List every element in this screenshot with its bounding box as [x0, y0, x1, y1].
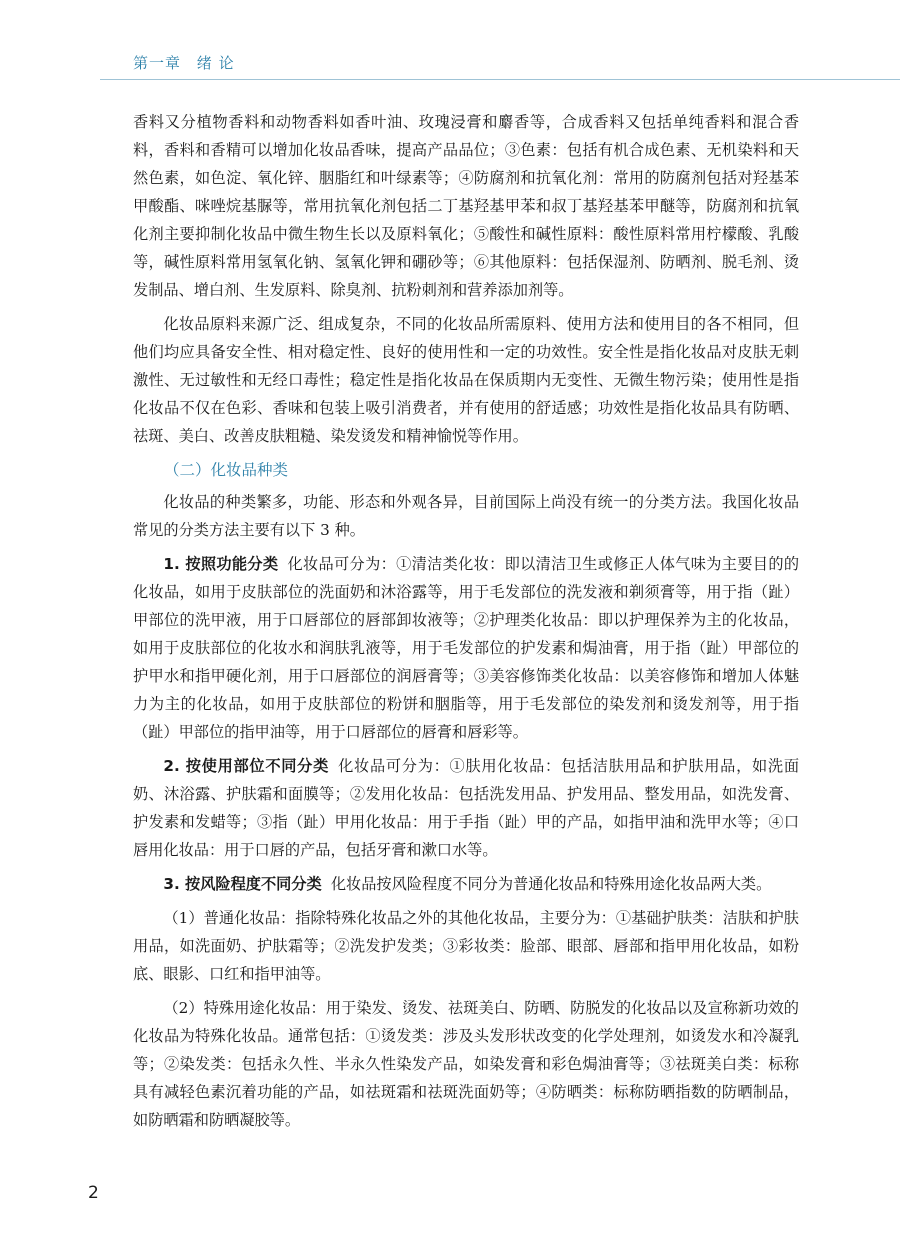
item-lead-body-part: 2. 按使用部位不同分类 [163, 757, 330, 775]
page-number: 2 [88, 1183, 99, 1203]
item-lead-risk: 3. 按风险程度不同分类 [163, 875, 322, 893]
paragraph-raw-material-properties: 化妆品原料来源广泛、组成复杂，不同的化妆品所需原料、使用方法和使用目的各不相同，但他们均应具备安全性、相对稳定性、良好的使用性和一定的功效性。安全性是指化妆品对皮肤无刺激性、无过敏性和无经口毒性；稳定性是指化妆品在保质期内无变性、无微生物污染；使用性是指化妆品不仅在色彩、香味和包装上吸引消费者，并有使用的舒适感；功效性是指化妆品具有防晒、祛斑、美白、改善皮肤粗糙、染发烫发和精神愉悦等作用。 [133, 315, 799, 445]
item-lead-function: 1. 按照功能分类 [163, 555, 279, 573]
running-head [133, 52, 245, 73]
paragraph-special-cosmetics: （2）特殊用途化妆品：用于染发、烫发、祛斑美白、防晒、防脱发的化妆品以及宣称新功效的化妆品为特殊化妆品。通常包括：①烫发类：涉及头发形状改变的化学处理剂，如烫发水和冷凝乳等；②染发类：包括永久性、半永久性染发产品，如染发膏和彩色焗油膏等；③祛斑美白类：标称具有减轻色素沉着功能的产品，如祛斑霜和祛斑洗面奶等；④防晒类：标称防晒指数的防晒制品，如防晒霜和防晒凝胶等。 [133, 999, 799, 1129]
section-heading: （二）化妆品种类 [164, 461, 289, 479]
item-text-risk: 化妆品按风险程度不同分为普通化妆品和特殊用途化妆品两大类。 [330, 875, 772, 893]
paragraph-continued: 香料又分植物香料和动物香料如香叶油、玫瑰浸膏和麝香等，合成香料又包括单纯香料和混合香料，香料和香精可以增加化妆品香味，提高产品品位；③色素：包括有机合成色素、无机染料和天然色素，如色淀、氧化锌、胭脂红和叶绿素等；④防腐剂和抗氧化剂：常用的防腐剂包括对羟基苯甲酸酯、咪唑烷基脲等，常用抗氧化剂包括二丁基羟基甲苯和叔丁基羟基苯甲醚等，防腐剂和抗氧化剂主要抑制化妆品中微生物生长以及原料氧化；⑤酸性和碱性原料：酸性原料常用柠檬酸、乳酸等，碱性原料常用氢氧化钠、氢氧化钾和硼砂等；⑥其他原料：包括保湿剂、防晒剂、脱毛剂、烫发制品、增白剂、生发原料、除臭剂、抗粉刺剂和营养添加剂等。 [133, 113, 799, 299]
page-body [133, 108, 799, 1140]
paragraph-by-body-part [133, 752, 799, 864]
chapter-label: 第一章 [133, 54, 182, 72]
paragraph-by-function [133, 550, 799, 746]
paragraph-by-risk [133, 870, 799, 898]
paragraph-classification-intro: 化妆品的种类繁多，功能、形态和外观各异，目前国际上尚没有统一的分类方法。我国化妆品常见的分类方法主要有以下 3 种。 [133, 493, 799, 539]
header-rule [100, 79, 900, 80]
item-text-body-part: 化妆品可分为：①肤用化妆品：包括洁肤用品和护肤用品，如洗面奶、沐浴露、护肤霜和面膜等；②发用化妆品：包括洗发用品、护发用品、整发用品，如洗发膏、护发素和发蜡等；③指（趾）甲用化妆品：用于手指（趾）甲的产品，如指甲油和洗甲水等；④口唇用化妆品：用于口唇的产品，包括牙膏和漱口水等。 [133, 757, 800, 859]
chapter-title: 绪 论 [196, 54, 235, 72]
paragraph-ordinary-cosmetics: （1）普通化妆品：指除特殊化妆品之外的其他化妆品，主要分为：①基础护肤类：洁肤和护肤用品，如洗面奶、护肤霜等；②洗发护发类；③彩妆类：脸部、眼部、唇部和指甲用化妆品，如粉底、眼影、口红和指甲油等。 [133, 909, 799, 983]
item-text-function: 化妆品可分为：①清洁类化妆：即以清洁卫生或修正人体气味为主要目的的化妆品，如用于皮肤部位的洗面奶和沐浴露等，用于毛发部位的洗发液和剃须膏等，用于指（趾）甲部位的洗甲液，用于口唇部位的唇部卸妆液等；②护理类化妆品：即以护理保养为主的化妆品，如用于皮肤部位的化妆水和润肤乳液等，用于毛发部位的护发素和焗油膏，用于指（趾）甲部位的护甲水和指甲硬化剂，用于口唇部位的润唇膏等；③美容修饰类化妆品：以美容修饰和增加人体魅力为主的化妆品，如用于皮肤部位的粉饼和胭脂等，用于毛发部位的染发剂和烫发剂等，用于指（趾）甲部位的指甲油等，用于口唇部位的唇膏和唇彩等。 [133, 555, 800, 741]
